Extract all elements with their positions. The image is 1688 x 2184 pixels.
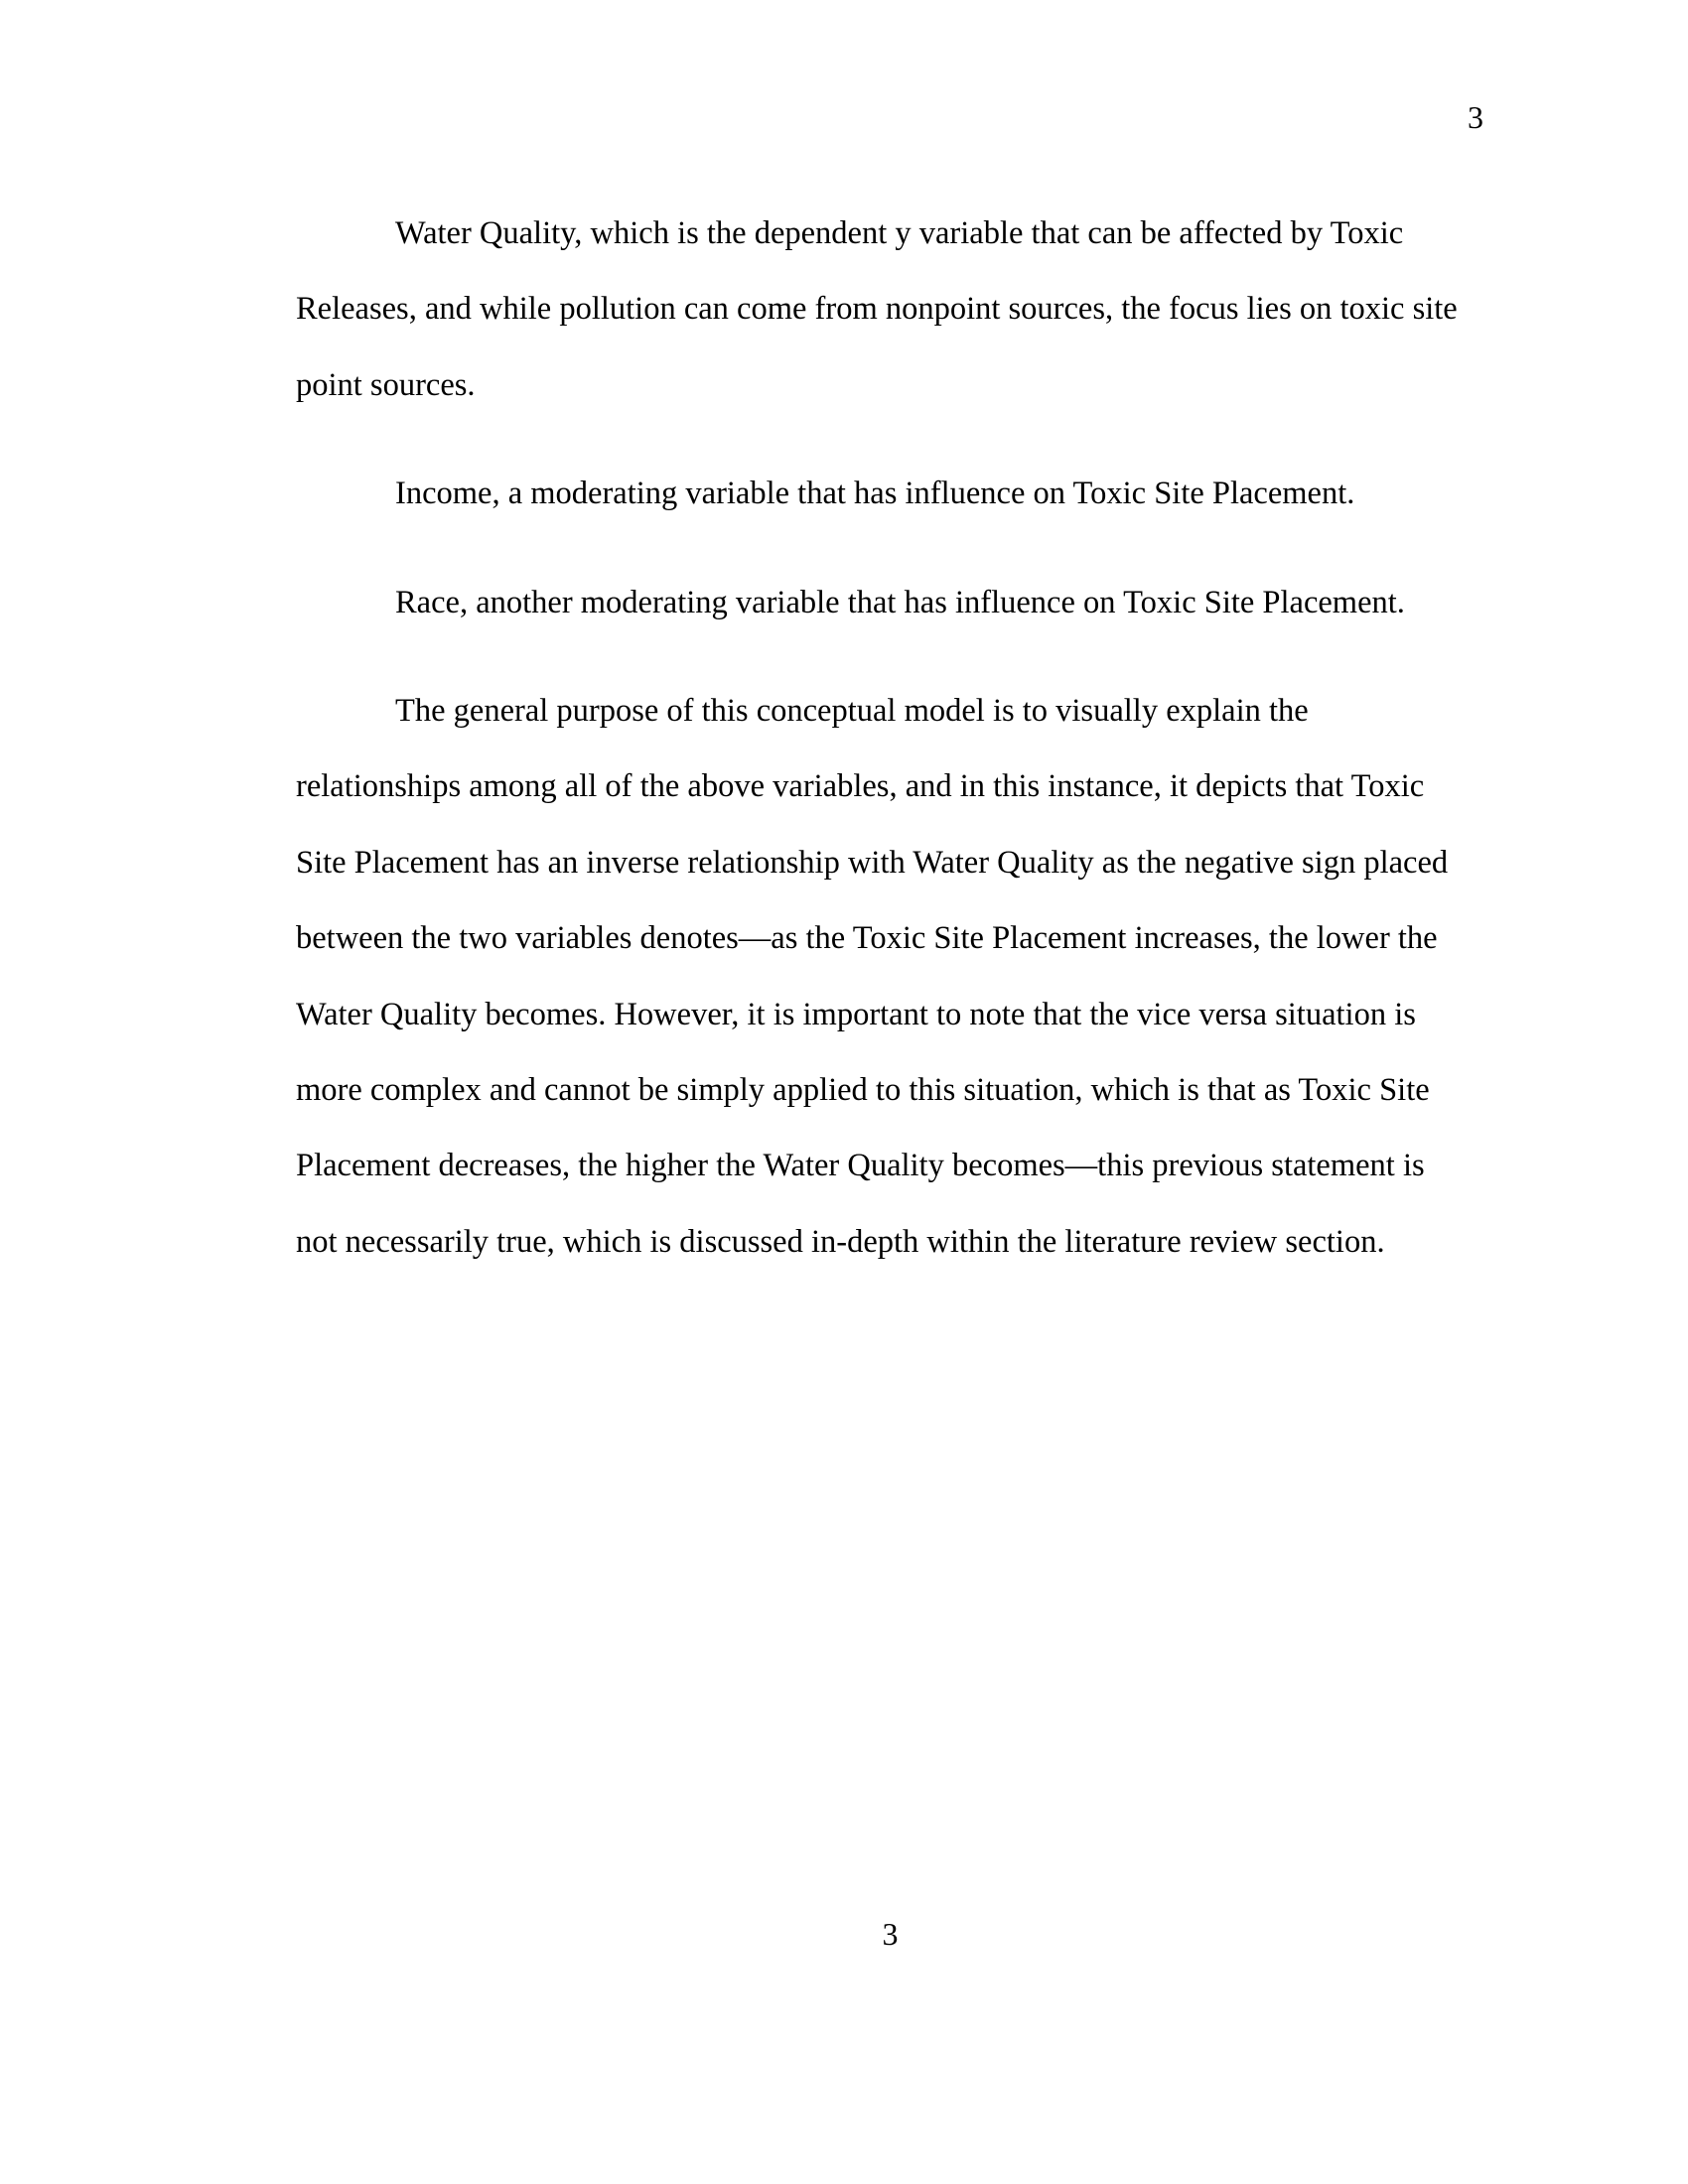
paragraph-race (296, 565, 1484, 640)
text-line: Income, a moderating variable that has influence on Toxic Site Placement. (395, 476, 1355, 512)
paragraph-water-quality (296, 196, 1484, 423)
paragraph-income (296, 456, 1484, 531)
text-line: Placement decreases, the higher the Water Quality becomes—this previous statement is (296, 1148, 1425, 1184)
footer-page-number: 3 (882, 1916, 899, 1952)
text-line: Site Placement has an inverse relationship with Water Quality as the negative sign placed (296, 844, 1449, 881)
text-line: Water Quality becomes. However, it is important to note that the vice versa situation is (296, 996, 1416, 1032)
text-line: relationships among all of the above variables, and in this instance, it depicts that Toxic (296, 768, 1425, 805)
text-line: not necessarily true, which is discussed in-depth within the literature review section. (296, 1223, 1385, 1260)
text-line: Releases, and while pollution can come from nonpoint sources, the focus lies on toxic site (296, 291, 1458, 328)
text-line: Water Quality, which is the dependent y variable that can be affected by Toxic (395, 215, 1404, 251)
text-line: The general purpose of this conceptual model is to visually explain the (395, 693, 1309, 730)
text-line: point sources. (296, 366, 476, 403)
text-line: Race, another moderating variable that has influence on Toxic Site Placement. (395, 584, 1405, 620)
text-line: between the two variables denotes—as the Toxic Site Placement increases, the lower the (296, 920, 1438, 957)
document-body (296, 196, 1484, 1280)
header-page-number: 3 (1468, 99, 1483, 135)
paragraph-general-purpose (296, 673, 1484, 1280)
text-line: more complex and cannot be simply applied to this situation, which is that as Toxic Site (296, 1072, 1430, 1109)
